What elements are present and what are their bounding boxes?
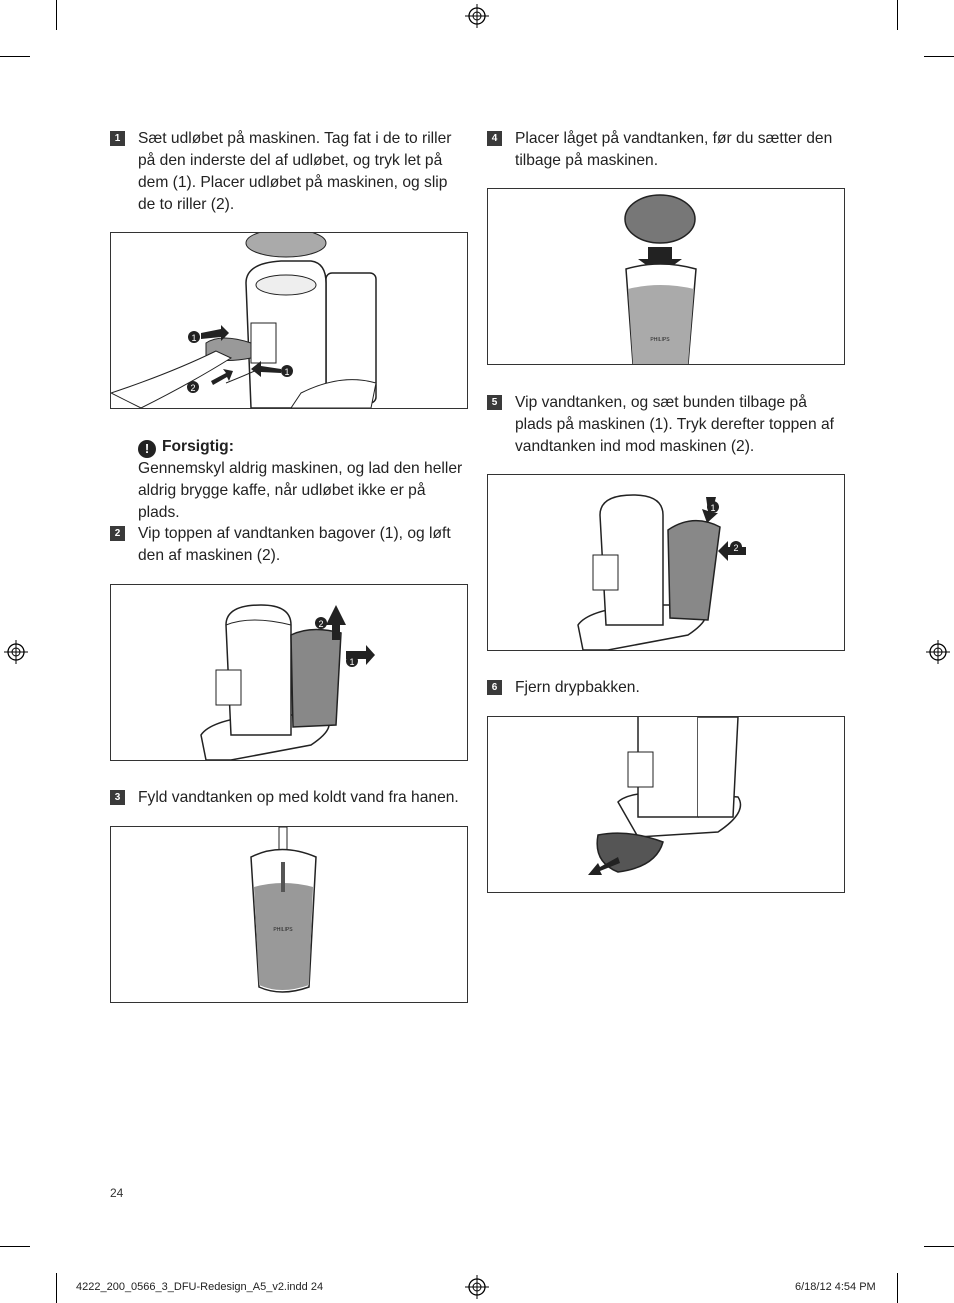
step-number: 6 bbox=[487, 680, 502, 695]
callout-1: 1 bbox=[191, 333, 197, 343]
step-5 bbox=[491, 392, 845, 458]
crop-mark bbox=[0, 56, 30, 57]
caution-text: Gennemskyl aldrig maskinen, og lad den heller aldrig brygge kaffe, når udløbet ikke er på plads. bbox=[138, 460, 463, 521]
figure-fill-tank bbox=[110, 826, 468, 1003]
step-text: Vip toppen af vandtanken bagover (1), og løft den af maskinen (2). bbox=[138, 525, 451, 564]
step-1 bbox=[114, 128, 468, 216]
step-4 bbox=[491, 128, 845, 172]
step-3 bbox=[114, 787, 478, 809]
step-text: Placer låget på vandtanken, før du sætter den tilbage på maskinen. bbox=[515, 130, 833, 169]
figure-remove-drip-tray bbox=[487, 716, 845, 893]
footer-file: 4222_200_0566_3_DFU-Redesign_A5_v2.indd 24 bbox=[76, 1281, 324, 1293]
step-number: 2 bbox=[110, 526, 125, 541]
crop-mark bbox=[924, 1246, 954, 1247]
crop-mark bbox=[0, 1246, 30, 1247]
step-text: Fyld vandtanken op med koldt vand fra hanen. bbox=[138, 789, 459, 806]
crop-mark bbox=[924, 56, 954, 57]
caution-block bbox=[138, 436, 468, 524]
registration-mark-icon bbox=[926, 640, 950, 664]
callout-2: 2 bbox=[190, 383, 196, 393]
crop-mark bbox=[56, 1273, 57, 1303]
figure-lid-on-tank bbox=[487, 188, 845, 365]
figure-attach-spout bbox=[110, 232, 468, 409]
step-text: Fjern drypbakken. bbox=[515, 679, 640, 696]
figure-replace-tank bbox=[487, 474, 845, 651]
callout-1: 1 bbox=[349, 657, 355, 667]
step-text: Sæt udløbet på maskinen. Tag fat i de to riller på den inderste del af udløbet, og tryk let på dem (1). Placer udløbet på maskinen, og slip de to riller (2). bbox=[138, 130, 452, 213]
registration-mark-icon bbox=[465, 4, 489, 28]
callout-1: 1 bbox=[284, 367, 290, 377]
page-number: 24 bbox=[110, 1186, 124, 1200]
step-text: Vip vandtanken, og sæt bunden tilbage på plads på maskinen (1). Tryk derefter toppen af vandtanken ind mod maskinen (2). bbox=[515, 394, 834, 455]
warning-icon: ! bbox=[138, 440, 156, 458]
step-number: 3 bbox=[110, 790, 125, 805]
callout-1: 1 bbox=[710, 503, 716, 513]
crop-mark bbox=[897, 0, 898, 30]
step-number: 4 bbox=[487, 131, 502, 146]
step-number: 1 bbox=[110, 131, 125, 146]
callout-2: 2 bbox=[733, 543, 739, 553]
registration-mark-icon bbox=[4, 640, 28, 664]
caution-title: Forsigtig: bbox=[162, 438, 234, 455]
crop-mark bbox=[897, 1273, 898, 1303]
registration-mark-icon bbox=[465, 1275, 489, 1299]
footer-date: 6/18/12 4:54 PM bbox=[795, 1281, 876, 1293]
crop-mark bbox=[56, 0, 57, 30]
step-6 bbox=[491, 677, 845, 699]
callout-2: 2 bbox=[318, 619, 324, 629]
step-number: 5 bbox=[487, 395, 502, 410]
brand-label: PHILIPS bbox=[273, 927, 293, 933]
figure-lift-tank bbox=[110, 584, 468, 761]
step-2 bbox=[114, 523, 468, 567]
brand-label: PHILIPS bbox=[650, 337, 670, 343]
